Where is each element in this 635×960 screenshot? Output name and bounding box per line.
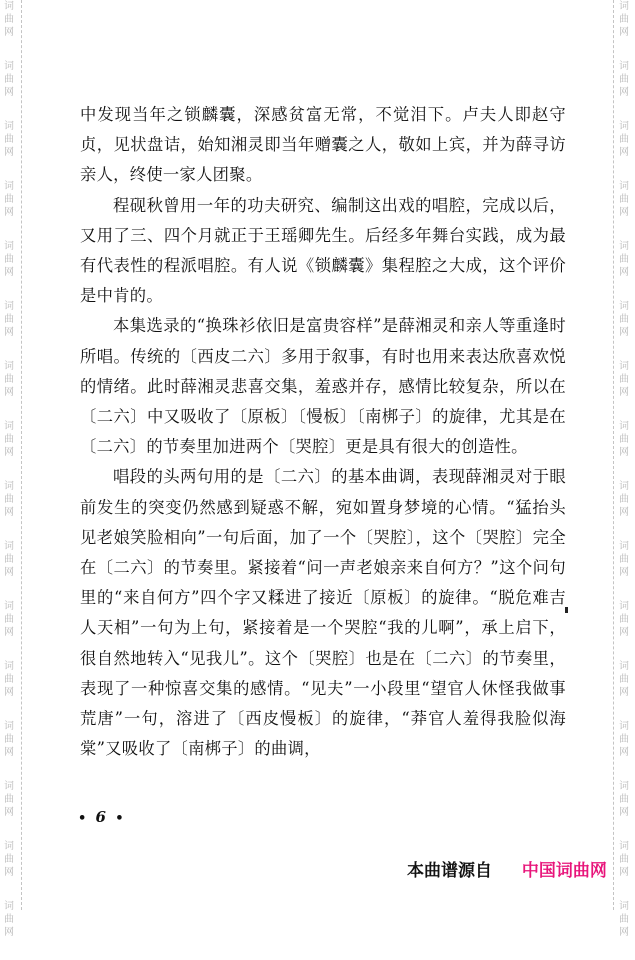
watermark-group [2,240,16,300]
watermark-group [617,180,631,240]
watermark-char: 曲 [4,194,14,205]
watermark-char: 网 [619,747,629,758]
site-name-link[interactable]: 中国词曲网 [521,861,607,881]
watermark-char: 曲 [4,734,14,745]
page-number [78,808,126,826]
watermark-char: 词 [4,901,14,912]
watermark-char: 曲 [4,254,14,265]
watermark-char: 网 [619,147,629,158]
watermark-char: 网 [4,507,14,518]
watermark-char: 曲 [619,914,629,925]
watermark-char: 曲 [4,854,14,865]
watermark-char: 网 [4,687,14,698]
watermark-char: 词 [4,1,14,12]
watermark-char: 网 [619,27,629,38]
watermark-char: 网 [619,327,629,338]
watermark-group [617,720,631,780]
watermark-char: 网 [619,867,629,878]
watermark-char: 词 [4,61,14,72]
watermark-char: 曲 [619,614,629,625]
watermark-group [2,180,16,240]
watermark-group [2,720,16,780]
watermark-char: 曲 [619,734,629,745]
watermark-char: 网 [4,147,14,158]
watermark-char: 曲 [4,494,14,505]
watermark-char: 曲 [619,374,629,385]
watermark-char: 曲 [619,854,629,865]
page-number-value: 6 [95,808,108,826]
watermark-char: 网 [4,447,14,458]
watermark-char: 曲 [4,554,14,565]
page-number-left-dot: • [78,811,89,826]
watermark-group [617,900,631,960]
paragraph-4: 唱段的头两句用的是〔二六〕的基本曲调，表现薛湘灵对于眼前发生的突变仍然感到疑惑不解，宛如置身梦境的心情。“猛抬头见老娘笑脸相向”一句后面，加了一个〔哭腔〕，这个〔哭腔〕完全在〔二六〕的节奏里。紧接着“问一声老娘亲来自何方？”这个问句里的“来自何方”四个字又糅进了接近〔原板〕的旋律。“脱危难吉人天相”一句为上句，紧接着是一个哭腔“我的儿啊”，承上启下，很自然地转入“见我儿”。这个〔哭腔〕也是在〔二六〕的节奏里，表现了一种惊喜交集的感情。“见夫”一小段里“望官人休怪我做事荒唐”一句，溶进了〔西皮慢板〕的旋律，“莽官人羞得我脸似海棠”又吸收了〔南梆子〕的曲调， [80,467,566,759]
watermark-char: 词 [619,301,629,312]
watermark-divider-right [613,0,614,910]
watermark-char: 词 [619,181,629,192]
watermark-char: 网 [619,87,629,98]
watermark-char: 曲 [4,914,14,925]
watermark-group [2,0,16,60]
page-body [80,100,566,764]
watermark-char: 曲 [4,434,14,445]
watermark-char: 曲 [4,614,14,625]
watermark-char: 词 [4,121,14,132]
source-footer [400,856,607,882]
watermark-char: 词 [4,361,14,372]
watermark-char: 网 [619,447,629,458]
watermark-left [2,0,16,938]
watermark-char: 词 [619,901,629,912]
watermark-char: 网 [619,507,629,518]
watermark-char: 曲 [619,254,629,265]
watermark-char: 词 [619,841,629,852]
watermark-group [617,780,631,840]
watermark-group [2,600,16,660]
watermark-char: 网 [619,567,629,578]
watermark-char: 曲 [619,74,629,85]
watermark-group [617,840,631,900]
source-label: 本曲谱源自 [407,861,492,881]
watermark-group [617,360,631,420]
watermark-group [617,480,631,540]
watermark-group [617,120,631,180]
watermark-right [617,0,631,938]
watermark-char: 词 [619,661,629,672]
watermark-char: 网 [4,27,14,38]
watermark-char: 词 [619,241,629,252]
watermark-group [2,900,16,960]
watermark-char: 曲 [619,134,629,145]
watermark-char: 曲 [4,674,14,685]
paragraph-2: 程砚秋曾用一年的功夫研究、编制这出戏的唱腔，完成以后，又用了三、四个月就正于王瑶卿先生。后经多年舞台实践，成为最有代表性的程派唱腔。有人说《锁麟囊》集程腔之大成，这个评价是中肯的。 [80,195,566,306]
watermark-char: 词 [619,61,629,72]
watermark-group [617,0,631,60]
watermark-char: 曲 [619,194,629,205]
watermark-group [2,840,16,900]
paragraph-1: 中发现当年之锁麟囊，深感贫富无常，不觉泪下。卢夫人即赵守贞，见状盘诘，始知湘灵即当年赠囊之人，敬如上宾，并为薛寻访亲人，终使一家人团聚。 [80,105,566,185]
watermark-char: 词 [4,421,14,432]
watermark-char: 曲 [4,794,14,805]
watermark-group [2,300,16,360]
watermark-group [2,660,16,720]
watermark-char: 曲 [619,434,629,445]
watermark-char: 词 [4,661,14,672]
watermark-char: 网 [4,627,14,638]
watermark-group [2,120,16,180]
page-number-right-dot: • [115,811,126,826]
watermark-group [2,540,16,600]
watermark-char: 词 [619,361,629,372]
watermark-group [617,300,631,360]
watermark-group [2,420,16,480]
watermark-char: 词 [619,781,629,792]
watermark-char: 曲 [619,494,629,505]
watermark-char: 词 [4,241,14,252]
watermark-char: 词 [4,481,14,492]
watermark-char: 网 [4,87,14,98]
watermark-char: 网 [619,387,629,398]
watermark-char: 词 [619,121,629,132]
watermark-group [617,420,631,480]
watermark-char: 曲 [4,314,14,325]
watermark-char: 词 [619,721,629,732]
watermark-group [2,60,16,120]
watermark-char: 网 [4,747,14,758]
watermark-group [617,540,631,600]
watermark-group [2,360,16,420]
watermark-char: 网 [619,627,629,638]
watermark-char: 词 [4,601,14,612]
watermark-char: 网 [619,267,629,278]
watermark-char: 网 [4,327,14,338]
watermark-char: 曲 [4,14,14,25]
watermark-char: 网 [4,807,14,818]
watermark-char: 网 [4,867,14,878]
watermark-char: 词 [619,541,629,552]
paragraph-3: 本集选录的“换珠衫依旧是富贵容样”是薛湘灵和亲人等重逢时所唱。传统的〔西皮二六〕多用于叙事，有时也用来表达欣喜欢悦的情绪。此时薛湘灵悲喜交集，羞惑并存，感情比较复杂，所以在〔二六〕中又吸收了〔原板〕〔慢板〕〔南梆子〕的旋律，尤其是在〔二六〕的节奏里加进两个〔哭腔〕更是具有很大的创造性。 [80,316,566,457]
watermark-char: 网 [4,207,14,218]
watermark-char: 曲 [4,74,14,85]
watermark-char: 曲 [4,374,14,385]
watermark-char: 词 [619,601,629,612]
watermark-char: 网 [619,687,629,698]
scan-artifact [565,607,568,613]
watermark-char: 网 [619,207,629,218]
watermark-group [2,480,16,540]
watermark-group [617,660,631,720]
watermark-char: 词 [4,841,14,852]
watermark-group [617,600,631,660]
watermark-group [617,240,631,300]
watermark-char: 词 [4,781,14,792]
watermark-group [2,780,16,840]
watermark-char: 曲 [619,674,629,685]
watermark-char: 网 [4,267,14,278]
watermark-char: 曲 [619,794,629,805]
watermark-char: 曲 [619,554,629,565]
watermark-char: 网 [619,927,629,938]
watermark-char: 词 [619,481,629,492]
watermark-char: 词 [4,301,14,312]
watermark-char: 词 [619,1,629,12]
watermark-char: 曲 [4,134,14,145]
watermark-char: 网 [4,387,14,398]
watermark-divider-left [21,0,22,910]
watermark-char: 曲 [619,14,629,25]
watermark-char: 曲 [619,314,629,325]
watermark-char: 词 [4,721,14,732]
watermark-char: 词 [4,181,14,192]
watermark-char: 网 [4,567,14,578]
watermark-char: 词 [619,421,629,432]
watermark-group [617,60,631,120]
watermark-char: 网 [619,807,629,818]
watermark-char: 词 [4,541,14,552]
watermark-char: 网 [4,927,14,938]
